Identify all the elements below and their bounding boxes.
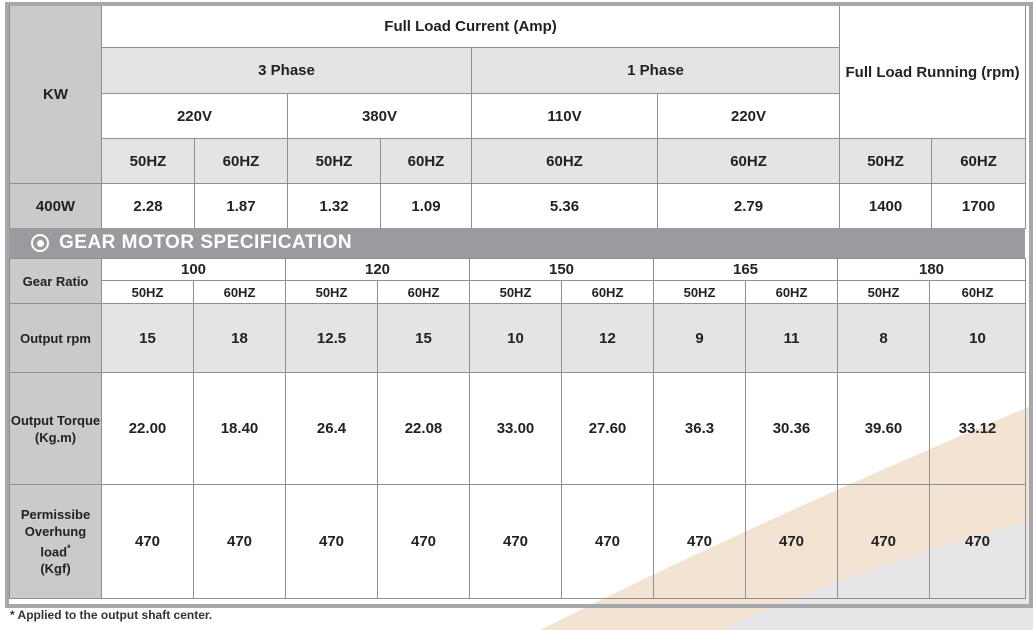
freq-header: 60HZ: [930, 281, 1026, 304]
freq-header: 50HZ: [470, 281, 562, 304]
table-cell: 470: [930, 485, 1026, 599]
freq-header: 60HZ: [658, 139, 840, 184]
freq-header: 60HZ: [932, 139, 1026, 184]
table-cell: 470: [838, 485, 930, 599]
voltage-220v-3ph: 220V: [102, 94, 288, 139]
freq-header: 50HZ: [286, 281, 378, 304]
freq-header: 50HZ: [288, 139, 381, 184]
table-cell: 33.12: [930, 373, 1026, 485]
gear-motor-spec-table: [9, 258, 1026, 599]
table-cell: 36.3: [654, 373, 746, 485]
voltage-220v-1ph: 220V: [658, 94, 840, 139]
table-cell: 15: [378, 304, 470, 373]
section-title: GEAR MOTOR SPECIFICATION: [59, 232, 353, 253]
freq-header: 60HZ: [381, 139, 472, 184]
gear-ratio-value: 165: [654, 259, 838, 281]
table-cell: 470: [378, 485, 470, 599]
freq-header: 50HZ: [838, 281, 930, 304]
freq-header: 60HZ: [562, 281, 654, 304]
freq-header: 60HZ: [746, 281, 838, 304]
row-label-line: (Kg.m): [34, 429, 77, 445]
freq-header: 50HZ: [102, 281, 194, 304]
table-cell: 1.32: [288, 184, 381, 229]
table-cell: 470: [194, 485, 286, 599]
kw-header: KW: [10, 6, 102, 184]
row-label-line: Overhung load*: [24, 523, 87, 560]
gear-ratio-header: Gear Ratio: [10, 259, 102, 304]
table-cell: 8: [838, 304, 930, 373]
voltage-110v: 110V: [472, 94, 658, 139]
gear-ratio-value: 150: [470, 259, 654, 281]
full-load-running-header: Full Load Running (rpm): [840, 6, 1026, 139]
freq-header: 60HZ: [472, 139, 658, 184]
freq-header: 60HZ: [194, 281, 286, 304]
table-cell: 10: [470, 304, 562, 373]
section-title-bar: [9, 228, 1025, 258]
table-cell: 39.60: [838, 373, 930, 485]
motor-current-table: [9, 5, 1026, 229]
freq-header: 50HZ: [102, 139, 195, 184]
table-cell: 470: [654, 485, 746, 599]
voltage-380v: 380V: [288, 94, 472, 139]
table-cell: 11: [746, 304, 838, 373]
table-cell: 470: [470, 485, 562, 599]
table-cell: 15: [102, 304, 194, 373]
kw-value: 400W: [10, 184, 102, 229]
table-cell: 22.00: [102, 373, 194, 485]
full-load-current-header: Full Load Current (Amp): [102, 6, 840, 48]
table-cell: 33.00: [470, 373, 562, 485]
row-label-line: Permissibe: [20, 506, 91, 522]
row-label-overhung-load: [10, 485, 102, 599]
freq-header: 50HZ: [654, 281, 746, 304]
table-cell: 470: [746, 485, 838, 599]
radio-circle-icon: [31, 234, 49, 252]
row-label-output-rpm: [10, 304, 102, 373]
table-cell: 9: [654, 304, 746, 373]
table-cell: 30.36: [746, 373, 838, 485]
table-cell: 27.60: [562, 373, 654, 485]
row-label-line: (Kgf): [40, 561, 71, 577]
gear-ratio-value: 180: [838, 259, 1026, 281]
freq-header: 60HZ: [195, 139, 288, 184]
row-label-output-torque: [10, 373, 102, 485]
table-cell: 1.87: [195, 184, 288, 229]
table-cell: 10: [930, 304, 1026, 373]
table-cell: 18.40: [194, 373, 286, 485]
table-cell: 1700: [932, 184, 1026, 229]
table-cell: 12.5: [286, 304, 378, 373]
table-cell: 12: [562, 304, 654, 373]
table-cell: 1400: [840, 184, 932, 229]
table-cell: 18: [194, 304, 286, 373]
row-label-line: Output rpm: [20, 330, 91, 346]
freq-header: 60HZ: [378, 281, 470, 304]
gear-ratio-value: 120: [286, 259, 470, 281]
table-cell: 22.08: [378, 373, 470, 485]
gear-ratio-value: 100: [102, 259, 286, 281]
freq-header: 50HZ: [840, 139, 932, 184]
table-cell: 5.36: [472, 184, 658, 229]
row-label-line: Output Torque: [10, 412, 101, 428]
table-cell: 2.79: [658, 184, 840, 229]
table-cell: 2.28: [102, 184, 195, 229]
table-cell: 1.09: [381, 184, 472, 229]
footnote-mark: *: [67, 542, 71, 553]
table-cell: 26.4: [286, 373, 378, 485]
table-cell: 470: [286, 485, 378, 599]
table-cell: 470: [102, 485, 194, 599]
three-phase-header: 3 Phase: [102, 48, 472, 94]
footnote: * Applied to the output shaft center.: [10, 608, 213, 622]
one-phase-header: 1 Phase: [472, 48, 840, 94]
table-cell: 470: [562, 485, 654, 599]
